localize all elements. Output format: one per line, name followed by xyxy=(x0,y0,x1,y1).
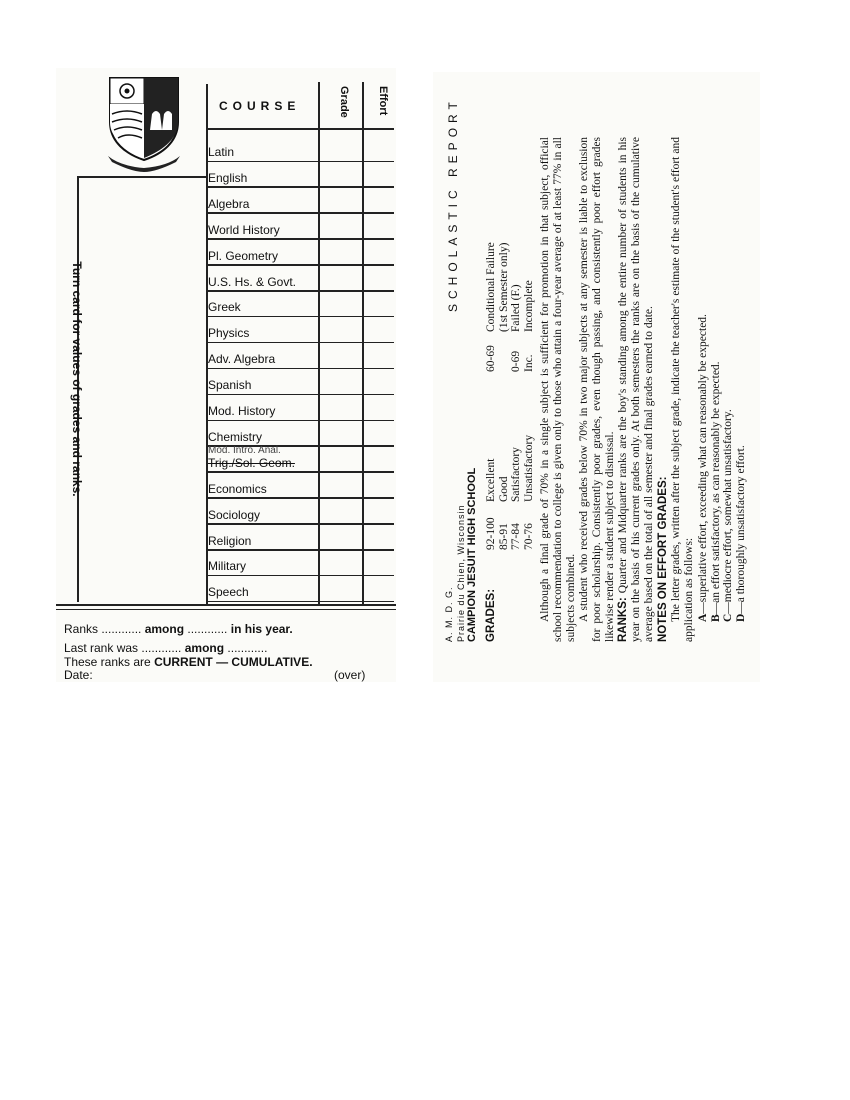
grade-range: 85-91 xyxy=(497,523,510,550)
grade-range: 92-100 xyxy=(485,517,497,550)
report-title: SCHOLASTIC REPORT xyxy=(446,97,460,312)
grade-scale-row xyxy=(498,476,511,550)
report-card-front xyxy=(56,68,396,682)
course-name: U.S. Hs. & Govt. xyxy=(208,274,297,289)
grade-description: Excellent xyxy=(485,458,497,502)
effort-column-header: Effort xyxy=(377,86,389,116)
effort-letter: B xyxy=(709,614,722,622)
campion-crest-emblem xyxy=(106,74,182,172)
grade-range: 70-76 xyxy=(522,523,535,550)
last-rank-line: Last rank was ............ among ............ xyxy=(64,641,268,655)
course-row xyxy=(206,395,388,421)
grades-label: GRADES: xyxy=(485,588,497,642)
course-name: Religion xyxy=(208,533,252,548)
course-row xyxy=(206,162,388,188)
over-label: (over) xyxy=(334,668,366,682)
date-label: Date: xyxy=(64,668,93,682)
grade-range: 0-69 xyxy=(510,350,522,372)
amdg-motto: A. M. D. G. xyxy=(444,586,454,642)
course-row xyxy=(206,188,388,214)
these-ranks-line: These ranks are CURRENT — CUMULATIVE. xyxy=(64,655,313,669)
course-name: Greek xyxy=(208,300,241,315)
course-row xyxy=(206,240,388,266)
grade-scale-row xyxy=(485,459,498,550)
scholastic-report-text xyxy=(433,72,760,682)
grade-description: Unsatisfactory xyxy=(522,434,535,502)
effort-intro-paragraph: The letter grades, written after the subject grade, indicate the teacher's estimate of the student's effort and application as follows: xyxy=(670,137,695,642)
ranks-paragraph: RANKS: Quarter and Midquarter ranks are the boy's standing among the entire number of students in his year on the basis of his current grades only. At both semesters the ranks are on the basis of the cumulative average based on the total of all semester and final grades earned to date. xyxy=(617,137,655,642)
course-row xyxy=(206,291,388,317)
course-name: Physics xyxy=(208,326,250,341)
course-row-rule xyxy=(206,601,394,603)
course-name: Adv. Algebra xyxy=(208,352,276,367)
effort-description: —an effort satisfactory, as can reasonably be expected. xyxy=(709,361,722,615)
course-name: Chemistry xyxy=(208,429,263,444)
dismissal-paragraph: A student who received grades below 70% in two major subjects at any semester is liable to exclusion for poor scholarship. Consistently poor grades, even though passing, and consistently poor effort grades likewise render a student subject to dismissal. xyxy=(578,137,616,642)
effort-description: —superlative effort, exceeding what can reasonably be expected. xyxy=(697,314,709,614)
effort-letter: C xyxy=(722,613,734,622)
grade-description: (1st Semester only) xyxy=(497,242,510,332)
grade-range: 60-69 xyxy=(485,345,497,372)
grade-column-header: Grade xyxy=(338,86,350,118)
effort-grade-item xyxy=(735,445,748,622)
course-name: English xyxy=(208,170,248,185)
course-name: Sociology xyxy=(208,507,261,522)
table-bottom-rule-thin xyxy=(56,609,396,610)
course-name: Mod. History xyxy=(208,404,276,418)
course-name: Algebra xyxy=(208,196,250,211)
course-row xyxy=(206,214,388,240)
course-overprint-label: Mod. Intro. Anal. xyxy=(208,444,281,456)
course-name: Speech xyxy=(208,585,249,600)
course-name: World History xyxy=(208,222,280,237)
grade-scale-row xyxy=(523,280,536,372)
grade-scale-row xyxy=(510,447,523,550)
course-name: Economics xyxy=(208,481,267,496)
course-name: Trig./Sol. Geom. xyxy=(208,455,295,470)
course-row xyxy=(206,525,388,551)
school-location: Prairie du Chien, Wisconsin xyxy=(456,504,466,642)
grade-description: Incomplete xyxy=(522,280,535,332)
grade-description: Good xyxy=(497,476,510,502)
effort-letter: D xyxy=(734,613,747,622)
grade-scale-row xyxy=(485,242,498,372)
promotion-paragraph: Although a final grade of 70% in a single subject is sufficient for promotion in that subject, official school recommendation to college is given only to those who attain a four-year average of at least 77% in all subjects combined. xyxy=(539,137,577,642)
course-name: Spanish xyxy=(208,378,252,393)
turn-card-note: Turn card for values of grades and ranks. xyxy=(70,261,84,497)
report-card-back xyxy=(433,72,760,682)
course-name: Pl. Geometry xyxy=(208,248,279,263)
ranks-line: Ranks ............ among ............ in his year. xyxy=(64,622,293,636)
grade-range: 77-84 xyxy=(510,523,522,550)
course-row xyxy=(206,343,388,369)
effort-grade-item xyxy=(722,409,735,622)
course-row xyxy=(206,550,388,576)
course-column-header: COURSE xyxy=(219,99,301,113)
grade-scale-row xyxy=(510,284,523,372)
effort-grade-item xyxy=(710,361,723,622)
effort-description: —mediocre effort, somewhat unsatisfactory. xyxy=(722,409,734,614)
crest-divider-line xyxy=(78,176,206,178)
grade-description: Failed (F.) xyxy=(510,284,522,332)
course-row xyxy=(206,576,388,602)
table-bottom-rule xyxy=(56,604,396,606)
course-row xyxy=(206,266,388,292)
grade-description: Satisfactory xyxy=(510,447,522,502)
effort-description: —a thoroughly unsatisfactory effort. xyxy=(734,445,747,614)
grade-scale-row xyxy=(523,435,536,550)
course-row xyxy=(206,317,388,343)
grade-description: Conditional Failure xyxy=(485,242,497,332)
course-name: Latin xyxy=(208,145,235,159)
school-name: CAMPION JESUIT HIGH SCHOOL xyxy=(466,467,478,642)
course-name: Military xyxy=(208,559,246,574)
grade-scale-row xyxy=(498,243,511,372)
effort-letter: A xyxy=(697,613,709,622)
grade-range: Inc. xyxy=(522,354,535,372)
course-row xyxy=(206,444,388,473)
effort-notes-label: NOTES ON EFFORT GRADES: xyxy=(657,476,669,642)
course-row xyxy=(206,369,388,395)
course-row xyxy=(206,136,388,162)
effort-grade-item xyxy=(697,314,710,622)
course-row xyxy=(206,421,388,447)
course-row xyxy=(206,499,388,525)
header-underline xyxy=(206,128,394,130)
course-row xyxy=(206,473,388,499)
